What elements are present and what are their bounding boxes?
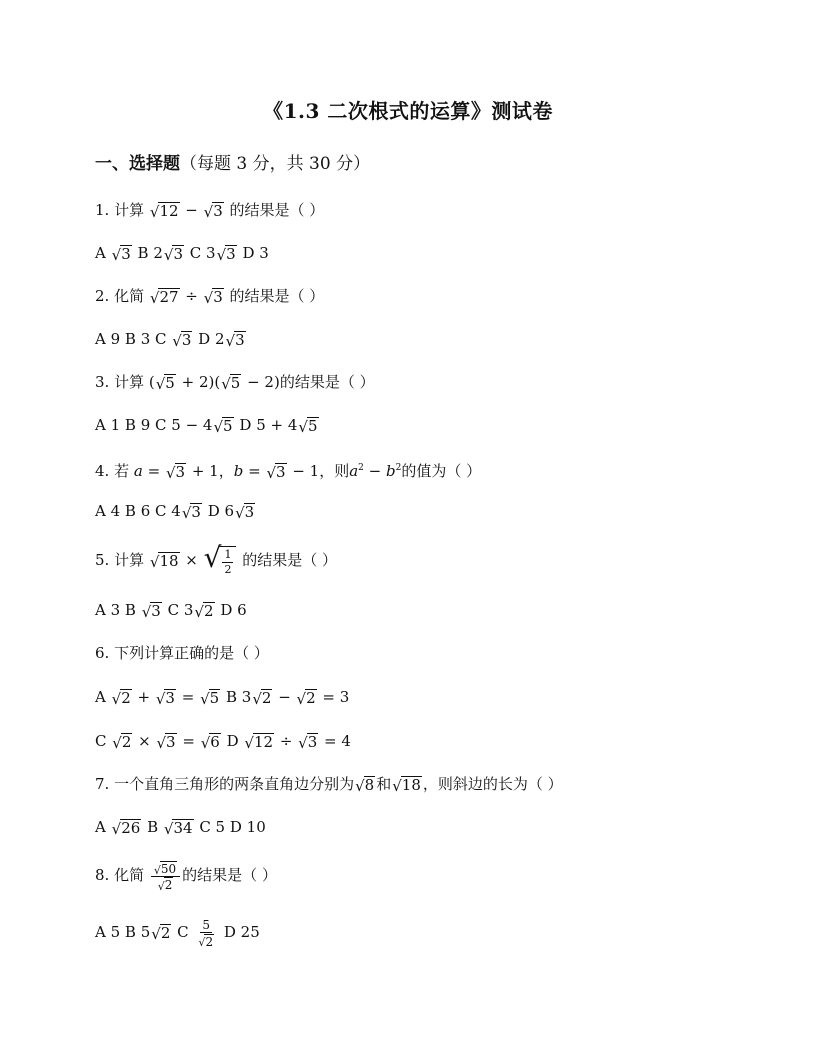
option-a-label: A: [95, 818, 106, 836]
option-b-label: B: [147, 818, 159, 836]
question-3-stem: [95, 370, 375, 394]
question-6-options-ab: A √ 2 + √ 3 = √ 5 B 3 √ 2 − √ 2 = 3: [95, 688, 350, 708]
question-7-prefix: 7. 一个直角三角形的两条直角边分别为: [95, 775, 355, 793]
question-1-options: A √ 3 B 2 √ 3 C 3 √ 3 D 3: [95, 244, 269, 264]
question-4-prefix: 4. 若: [95, 462, 130, 480]
option-abc-label: A 4 B 6 C: [95, 502, 167, 520]
option-cd-label: C 5 D 10: [199, 818, 266, 836]
option-d-label: D: [226, 732, 239, 750]
question-1-expression: √ 12 − √ 3: [149, 201, 223, 221]
question-5-stem: [95, 541, 338, 576]
option-ab-label: A 3 B: [95, 601, 136, 619]
question-1-suffix: 的结果是（ ）: [229, 201, 325, 219]
option-c-label: C: [177, 923, 189, 941]
question-8-fraction: √ 50 √ 2: [151, 861, 180, 892]
question-4-stem: 4. 若 a = √ 3 + 1，b = √ 3 − 1，则$a^2 - b^2$的值为（ ）: [95, 462, 482, 482]
question-3-expression: ( √ 5 + 2)( √ 5 − 2): [148, 373, 280, 393]
question-5-prefix: 5. 计算: [95, 551, 145, 569]
option-d-label: D: [207, 502, 220, 520]
question-4-then: ，则: [319, 462, 350, 480]
question-5-expression: √ 18 × √ $\frac{1}{2}$: [149, 551, 242, 569]
question-7-and: 和: [376, 775, 392, 793]
question-2-prefix: 2. 化简: [95, 287, 145, 305]
option-d-label: D: [198, 330, 211, 348]
option-abc-label: A 1 B 9 C: [95, 416, 167, 434]
page-title: 《1.3 二次根式的运算》测试卷: [263, 99, 553, 123]
option-d-label: D 25: [223, 923, 260, 941]
question-3-suffix: 的结果是（ ）: [279, 373, 375, 391]
question-2-suffix: 的结果是（ ）: [229, 287, 325, 305]
option-a-label: A: [95, 688, 106, 706]
question-7-suffix: ，则斜边的长为（ ）: [422, 775, 563, 793]
option-b-label: B: [225, 688, 237, 706]
option-a-label: A: [95, 244, 106, 262]
question-8-prefix: 8. 化简: [95, 866, 145, 884]
option-d-label: D 3: [242, 244, 269, 262]
question-1-stem: [95, 198, 324, 222]
question-8-stem: [95, 858, 277, 892]
question-7-options: A √ 26 B √ 34 C 5 D 10: [95, 818, 266, 838]
question-2-options: A 9 B 3 C √ 3 D 2 √ 3: [95, 330, 245, 350]
option-c-fraction: 5 √ 2: [198, 917, 214, 950]
question-5-suffix: 的结果是（ ）: [242, 551, 338, 569]
question-1-prefix: 1. 计算: [95, 201, 145, 219]
section-note: （每题 3 分，共 30 分）: [180, 154, 371, 174]
question-5-options: A 3 B √ 3 C 3 √ 2 D 6: [95, 601, 247, 621]
option-d-label: D: [239, 416, 252, 434]
question-3-options: A 1 B 9 C 5 − 4 √ 5 D 5 + 4 √ 5: [95, 416, 318, 436]
question-4-comma: ，: [218, 462, 234, 480]
question-8-options: A 5 B 5 √ 2 C 5 √ 2 D 25: [95, 917, 260, 950]
question-6-options-cd: C √ 2 × √ 3 = √ 6 D √ 12 ÷ √ 3 = 4: [95, 732, 351, 752]
question-6-stem: 6. 下列计算正确的是（ ）: [95, 644, 269, 662]
question-4-options: A 4 B 6 C 4 √ 3 D 6 √ 3: [95, 502, 255, 522]
option-ab-label: A 5 B: [95, 923, 136, 941]
option-c-label: C: [167, 601, 180, 619]
question-3-prefix: 3. 计算: [95, 373, 145, 391]
question-2-stem: [95, 284, 324, 308]
option-d-label: D 6: [220, 601, 247, 619]
option-b-label: B: [137, 244, 149, 262]
option-abc-label: A 9 B 3 C: [95, 330, 167, 348]
question-2-expression: √ 27 ÷ √ 3: [149, 287, 223, 307]
question-8-suffix: 的结果是（ ）: [182, 866, 277, 884]
question-7-stem: 7. 一个直角三角形的两条直角边分别为 √ 8 和 √ 18 ，则斜边的长为（ ）: [95, 775, 563, 795]
section-heading: [95, 149, 370, 174]
section-label: 一、选择题: [95, 154, 180, 174]
option-c-label: C: [95, 732, 107, 750]
option-c-label: C: [189, 244, 202, 262]
question-4-suffix: 的值为（ ）: [401, 462, 482, 480]
